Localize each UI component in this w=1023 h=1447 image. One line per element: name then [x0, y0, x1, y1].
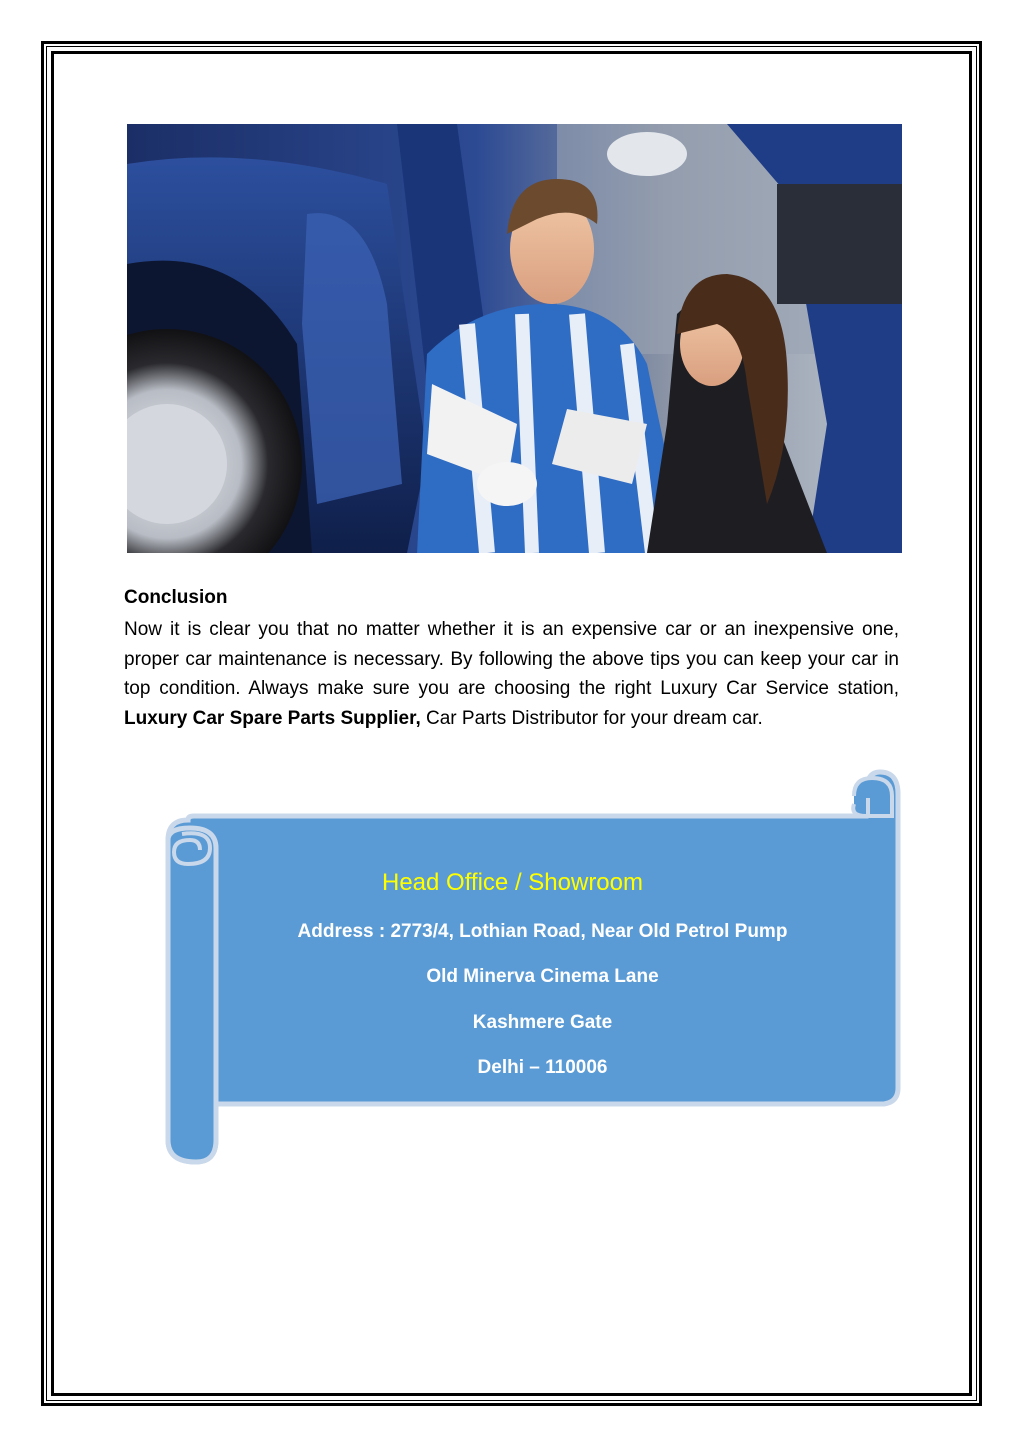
- conclusion-heading: Conclusion: [124, 587, 228, 608]
- conclusion-paragraph: [124, 615, 899, 733]
- address-line-2: Old Minerva Cinema Lane: [426, 966, 659, 987]
- conclusion-text-part2: Car Parts Distributor for your dream car.: [420, 707, 763, 729]
- mechanic-and-customer-photo: [127, 124, 902, 553]
- office-title: Head Office / Showroom: [381, 869, 643, 896]
- address-line-3: Kashmere Gate: [472, 1012, 613, 1033]
- head-office-scroll-banner: [160, 768, 905, 1166]
- conclusion-text-part1: Now it is clear you that no matter whether it is an expensive car or an inexpensive one, proper car maintenance is necessary. By following the above tips you can keep your car in top condition. Always make sure you are choosing the right Luxury Car Service station,: [124, 619, 899, 699]
- conclusion-text-bold: Luxury Car Spare Parts Supplier,: [124, 707, 421, 729]
- address-line-4: Delhi – 110006: [477, 1057, 608, 1078]
- address-line-1: Address : 2773/4, Lothian Road, Near Old Petrol Pump: [297, 921, 788, 942]
- scroll-text-area: [160, 768, 905, 1166]
